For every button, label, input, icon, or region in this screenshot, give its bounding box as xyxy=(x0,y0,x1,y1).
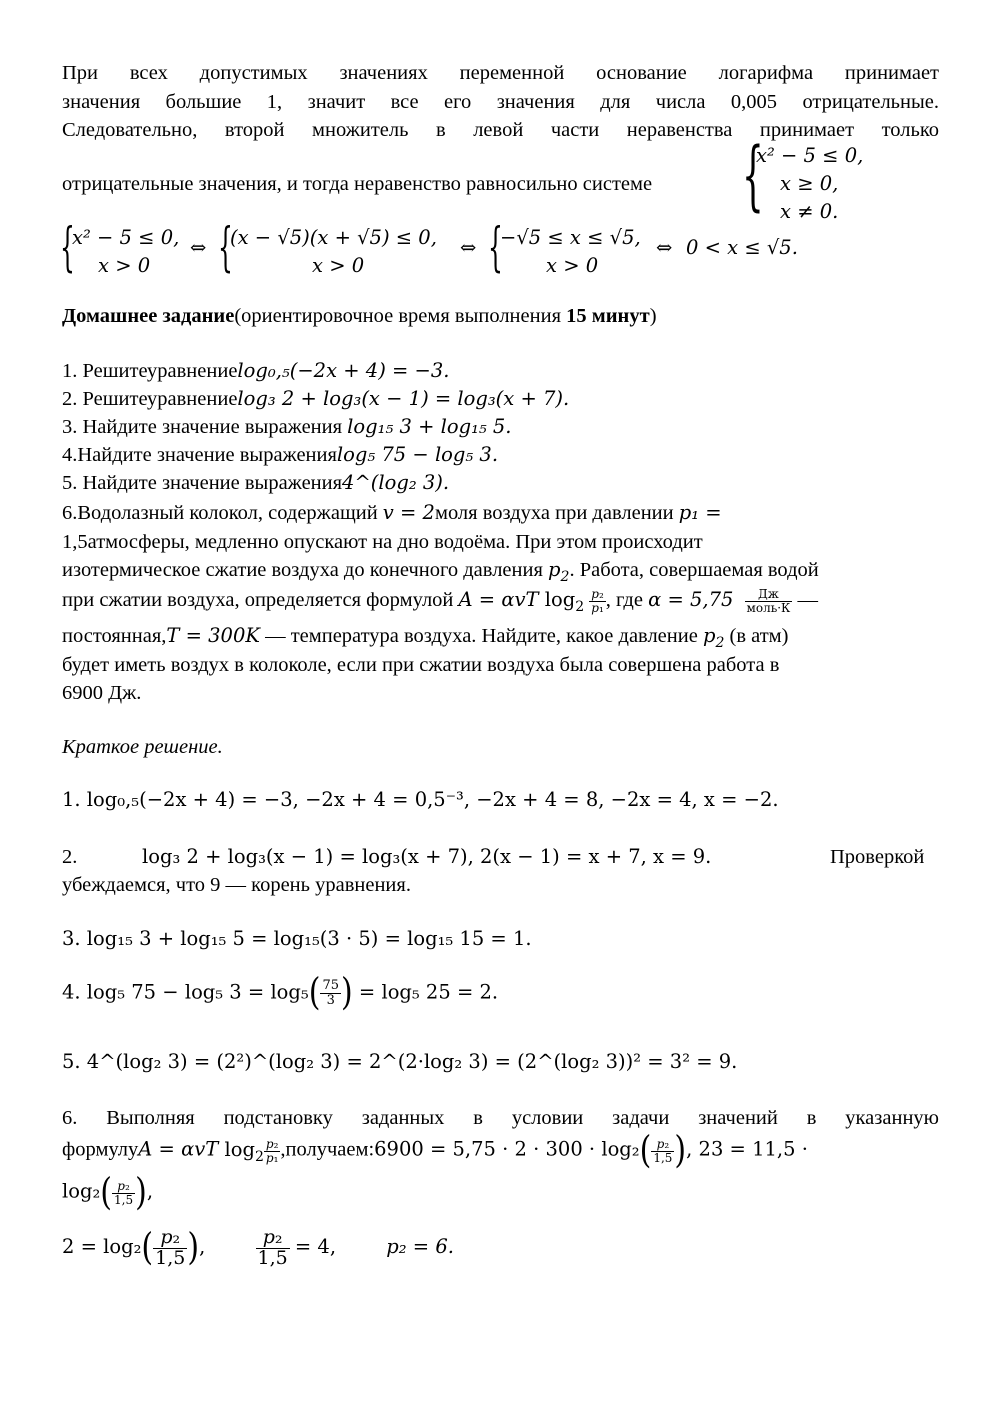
system-brace: { xyxy=(742,130,764,219)
chain-result: 0 < x ≤ √5. xyxy=(686,236,798,259)
chain-s2-row-1: (x − √5)(x + √5) ≤ 0, xyxy=(230,226,437,249)
solution-6-line-2: формулуA = αvT $\log_2$ $\frac{\text{p₂}}{\text{p₁}}$ ,получаем:6900 = 5,75 · 2 · 300 · log₂( $\frac{\text{p₂}}{1,5}$ ), 23 = 11,5 · xyxy=(62,1128,808,1173)
chain-arrow-3: ⇔ xyxy=(656,236,673,259)
chain-arrow-1: ⇔ xyxy=(190,236,207,259)
chain-brace-2: { xyxy=(218,218,233,278)
chain-s1-row-2: x > 0 xyxy=(98,254,151,277)
task-6-line-2: 1,5атмосферы, медленно опускают на дно водоёма. При этом происходит xyxy=(62,531,703,553)
task-6-line-6: будет иметь воздух в колоколе, если при сжатии воздуха была совершена работа в xyxy=(62,654,780,676)
system-row-1: x² − 5 ≤ 0, xyxy=(756,144,864,167)
task-6-line-4: при сжатии воздуха, определяется формулой A = αvT $\log_2$ $\frac{\text{p₂}}{\text{p₁}}$ , где α = 5,75 $\frac{Дж}{\text{моль·К}}$ — xyxy=(62,587,818,615)
homework-title: Домашнее задание(ориентировочное время выполнения 15 минут) xyxy=(62,305,657,327)
chain-brace-1: { xyxy=(60,218,75,278)
fraction-p2-15-d: $\frac{\text{p₂}}{1,5}$ xyxy=(257,1226,288,1269)
task-2: 2. Решитеуравнениеlog₃ 2 + log₃(x − 1) = log₃(x + 7). xyxy=(62,387,570,410)
fraction-p2-15-c: $\frac{\text{p₂}}{1,5}$ xyxy=(155,1226,186,1269)
solution-2-math: log₃ 2 + log₃(x − 1) = log₃(x + 7), 2(x − 1) = x + 7, x = 9. xyxy=(142,845,712,868)
solution-5: 5. 4^(log₂ 3) = (2²)^(log₂ 3) = 2^(2·log₂ 3) = (2^(log₂ 3))² = 3² = 9. xyxy=(62,1050,738,1073)
task-5: 5. Найдите значение выражения4^(log₂ 3). xyxy=(62,471,450,494)
solution-3: 3. log₁₅ 3 + log₁₅ 5 = log₁₅(3 · 5) = log₁₅ 15 = 1. xyxy=(62,927,532,950)
unit-fraction: $\frac{Дж}{\text{моль·К}}$ xyxy=(746,587,791,615)
task-3: 3. Найдите значение выражения log₁₅ 3 + log₁₅ 5. xyxy=(62,415,512,438)
solution-6-line-3: log₂( $\frac{\text{p₂}}{1,5}$ ), xyxy=(62,1170,154,1215)
solution-4: 4. log₅ 75 − log₅ 3 = log₅( $\frac{75}{3}$ ) = log₅ 25 = 2. xyxy=(62,970,499,1015)
task-6-line-7: 6900 Дж. xyxy=(62,682,142,704)
solution-2-number: 2. xyxy=(62,846,78,868)
chain-s1-row-1: x² − 5 ≤ 0, xyxy=(72,226,180,249)
task-6-line-5: постоянная,T = 300K — температура воздуха. Найдите, какое давление $p_2$ (в атм) xyxy=(62,624,789,651)
intro-line-4: отрицательные значения, и тогда неравенство равносильно системе xyxy=(62,173,653,195)
system-row-2: x ≥ 0, xyxy=(780,172,839,195)
solution-6-line-1: 6. Выполняя подстановку заданных в условии задачи значений в указанную xyxy=(62,1107,939,1129)
chain-arrow-2: ⇔ xyxy=(460,236,477,259)
task-6-line-3: изотермическое сжатие воздуха до конечного давления $p_2$. Работа, совершаемая водой xyxy=(62,558,819,585)
solution-1: 1. log₀,₅(−2x + 4) = −3, −2x + 4 = 0,5⁻³, −2x + 4 = 8, −2x = 4, x = −2. xyxy=(62,788,779,811)
fraction-p2-p1-b: $\frac{\text{p₂}}{\text{p₁}}$ xyxy=(265,1136,279,1165)
fraction-p2-p1: $\frac{\text{p₂}}{\text{p₁}}$ xyxy=(591,587,604,615)
task-4: 4.Найдите значение выраженияlog₅ 75 − log₅ 3. xyxy=(62,443,499,466)
fraction-p2-15-b: $\frac{\text{p₂}}{1,5}$ xyxy=(114,1178,134,1207)
intro-line-2: значения большие 1, значит все его значения для числа 0,005 отрицательные. xyxy=(62,91,939,113)
intro-line-1: При всех допустимых значениях переменной основание логарифма принимает xyxy=(62,62,939,84)
task-6-line-1: 6.Водолазный колокол, содержащий v = 2моля воздуха при давлении p₁ = xyxy=(62,501,722,524)
solution-6-line-4: 2 = log₂( $\frac{\text{p₂}}{1,5}$ ), $\frac{\text{p₂}}{1,5}$ = 4, p₂ = 6. xyxy=(62,1225,454,1270)
task-1: 1. Решитеуравнениеlog₀,₅(−2x + 4) = −3. xyxy=(62,359,450,382)
chain-s2-row-2: x > 0 xyxy=(312,254,365,277)
intro-line-3: Следовательно, второй множитель в левой части неравенства принимает только xyxy=(62,119,939,141)
solution-2-check: Проверкой xyxy=(830,846,925,868)
solution-heading: Краткое решение. xyxy=(62,736,223,758)
system-row-3: x ≠ 0. xyxy=(780,200,839,223)
fraction-p2-15: $\frac{\text{p₂}}{1,5}$ xyxy=(653,1136,673,1165)
chain-brace-3: { xyxy=(488,218,503,278)
solution-2-line-2: убеждаемся, что 9 — корень уравнения. xyxy=(62,874,411,896)
chain-s3-row-2: x > 0 xyxy=(546,254,599,277)
chain-s3-row-1: −√5 ≤ x ≤ √5, xyxy=(500,226,641,249)
fraction-75-3: $\frac{75}{3}$ xyxy=(322,977,339,1008)
